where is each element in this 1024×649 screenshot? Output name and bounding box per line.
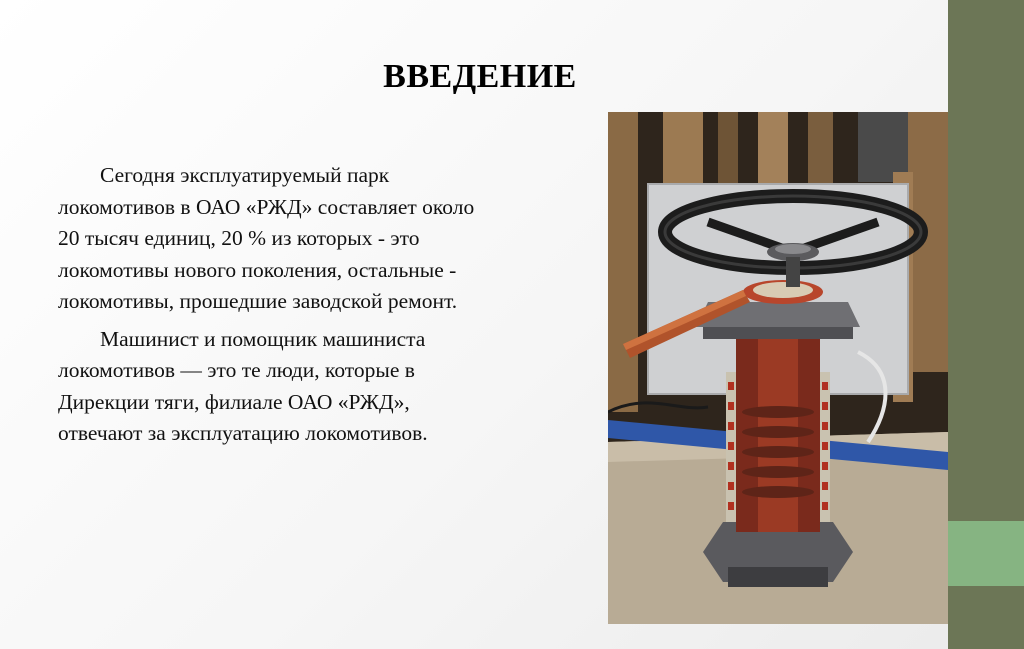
- slide-title: ВВЕДЕНИЕ: [383, 58, 577, 95]
- controller-photo-illustration: [608, 112, 948, 624]
- controller-photo: [608, 112, 948, 624]
- slide-body: [58, 160, 478, 456]
- paragraph-1: Сегодня эксплуатируемый парк локомотивов в ОАО «РЖД» составляет около 20 тысяч единиц, 20 % из которых - это локомотивы нового поколения, остальные - локомотивы, прошедшие заводской ремонт.: [58, 163, 475, 313]
- side-decor-accent: [948, 521, 1024, 586]
- paragraph-2: Машинист и помощник машиниста локомотивов — это те люди, которые в Дирекции тяги, филиале ОАО «РЖД», отвечают за эксплуатацию локомотивов.: [58, 326, 428, 445]
